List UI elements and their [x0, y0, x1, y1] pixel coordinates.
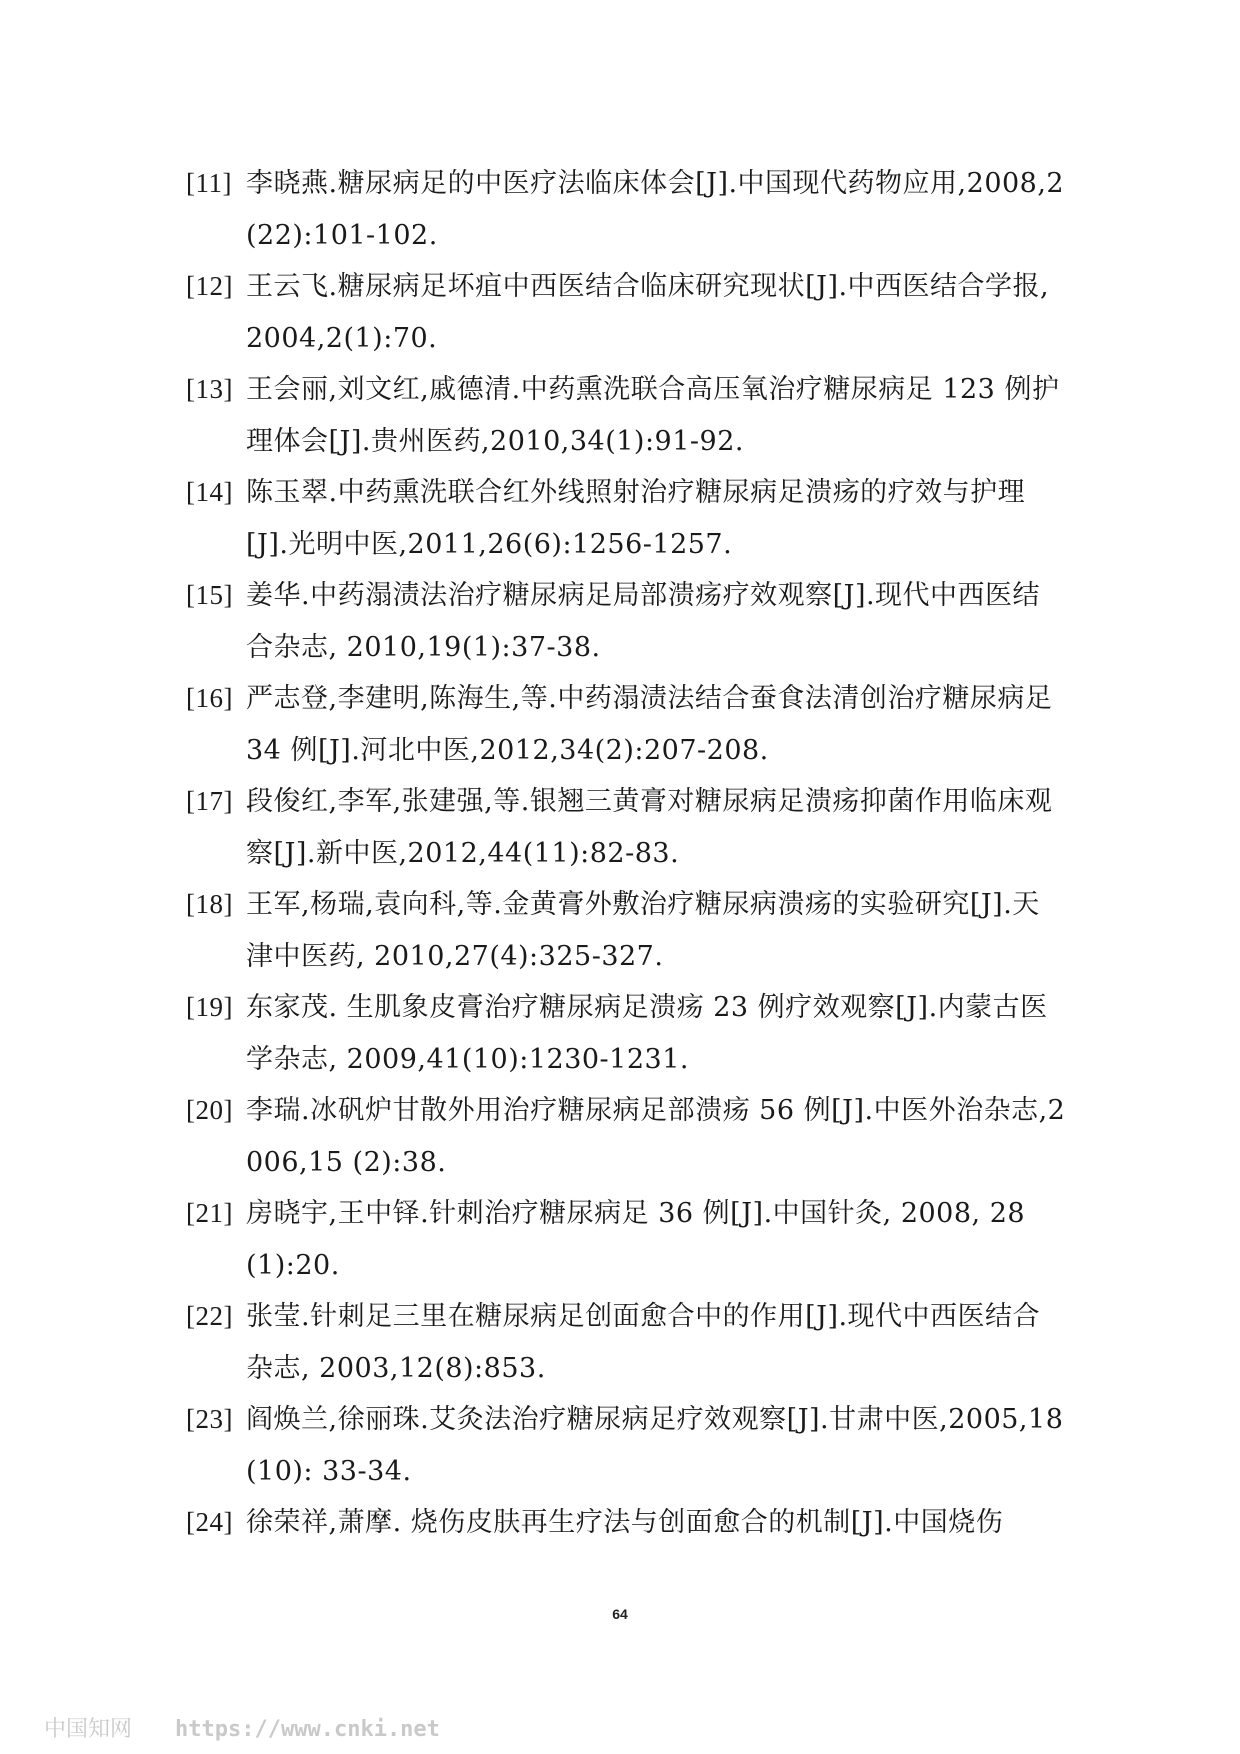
reference-number: [13] [186, 374, 233, 404]
reference-text: 张莹.针刺足三里在糖尿病足创面愈合中的作用[J].现代中西医结合杂志, 2003,12(8):853. [246, 1301, 1041, 1384]
reference-list [186, 158, 1066, 1549]
reference-item [186, 1291, 1066, 1394]
reference-text: 徐荣祥,萧摩. 烧伤皮肤再生疗法与创面愈合的机制[J].中国烧伤 [246, 1507, 1004, 1538]
reference-number: [16] [186, 683, 233, 713]
reference-number: [14] [186, 477, 233, 507]
reference-number: [15] [186, 580, 233, 610]
reference-text: 王云飞.糖尿病足坏疽中西医结合临床研究现状[J].中西医结合学报,2004,2(1):70. [246, 271, 1050, 354]
reference-item [186, 1085, 1066, 1188]
reference-number: [24] [186, 1507, 233, 1537]
watermark-site-name: 中国知网 [44, 1717, 133, 1742]
reference-number: [20] [186, 1095, 233, 1125]
reference-item [186, 467, 1066, 570]
reference-item [186, 879, 1066, 982]
page-number: 64 [612, 1606, 628, 1622]
reference-text: 东家茂. 生肌象皮膏治疗糖尿病足溃疡 23 例疗效观察[J].内蒙古医学杂志, 2009,41(10):1230-1231. [246, 992, 1048, 1075]
reference-number: [22] [186, 1301, 233, 1331]
reference-item [186, 364, 1066, 467]
reference-text: 王军,杨瑞,袁向科,等.金黄膏外敷治疗糖尿病溃疡的实验研究[J].天津中医药, 2010,27(4):325-327. [246, 889, 1040, 972]
reference-text: 段俊红,李军,张建强,等.银翘三黄膏对糖尿病足溃疡抑菌作用临床观察[J].新中医,2012,44(11):82-83. [246, 786, 1053, 869]
watermark [44, 1712, 440, 1743]
reference-number: [21] [186, 1198, 233, 1228]
reference-text: 陈玉翠.中药熏洗联合红外线照射治疗糖尿病足溃疡的疗效与护理[J].光明中医,2011,26(6):1256-1257. [246, 477, 1026, 560]
reference-number: [19] [186, 992, 233, 1022]
reference-number: [23] [186, 1404, 233, 1434]
reference-item [186, 261, 1066, 364]
reference-text: 王会丽,刘文红,戚德清.中药熏洗联合高压氧治疗糖尿病足 123 例护理体会[J].贵州医药,2010,34(1):91-92. [246, 374, 1060, 457]
reference-item [186, 673, 1066, 776]
reference-text: 房晓宇,王中铎.针刺治疗糖尿病足 36 例[J].中国针灸, 2008, 28(1):20. [246, 1198, 1026, 1281]
reference-item [186, 570, 1066, 673]
reference-item [186, 158, 1066, 261]
reference-item [186, 776, 1066, 879]
reference-item [186, 1188, 1066, 1291]
reference-number: [18] [186, 889, 233, 919]
reference-number: [11] [186, 168, 232, 198]
reference-item [186, 1394, 1066, 1497]
reference-text: 阎焕兰,徐丽珠.艾灸法治疗糖尿病足疗效观察[J].甘肃中医,2005,18(10): 33-34. [246, 1404, 1064, 1487]
reference-item [186, 1497, 1066, 1549]
reference-text: 李瑞.冰矾炉甘散外用治疗糖尿病足部溃疡 56 例[J].中医外治杂志,2006,15 (2):38. [246, 1095, 1066, 1178]
reference-text: 姜华.中药溻渍法治疗糖尿病足局部溃疡疗效观察[J].现代中西医结合杂志, 2010,19(1):37-38. [246, 580, 1041, 663]
reference-item [186, 982, 1066, 1085]
reference-number: [17] [186, 786, 233, 816]
reference-number: [12] [186, 271, 233, 301]
reference-text: 李晓燕.糖尿病足的中医疗法临床体会[J].中国现代药物应用,2008,2(22):101-102. [246, 168, 1065, 251]
watermark-url: https://www.cnki.net [175, 1717, 440, 1742]
reference-text: 严志登,李建明,陈海生,等.中药溻渍法结合蚕食法清创治疗糖尿病足 34 例[J].河北中医,2012,34(2):207-208. [246, 683, 1053, 766]
